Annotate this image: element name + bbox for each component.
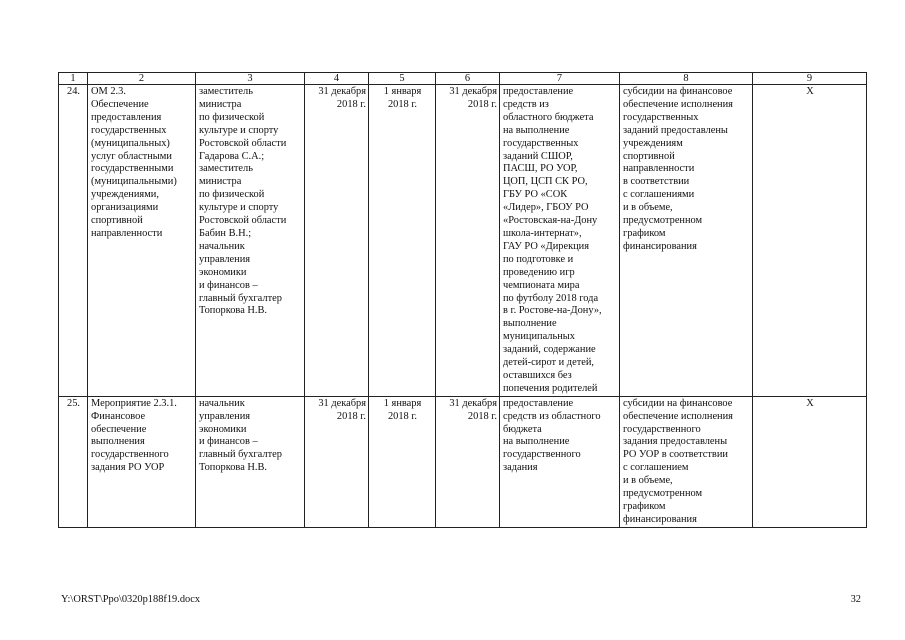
cell-line: экономики — [199, 266, 247, 278]
cell-line: предусмотренном — [623, 215, 703, 227]
footer-file-path: Y:\ORST\Ppo\0320p188f19.docx — [61, 594, 201, 605]
mark-cell: Х — [753, 85, 867, 397]
cell-line: заданий, содержание — [503, 344, 596, 356]
cell-line: финансирования — [623, 240, 697, 252]
result-cell — [500, 85, 620, 397]
cell-line: проведению игр — [503, 266, 575, 278]
cell-line: культуре и спорту — [199, 124, 279, 136]
cell-line: 2018 г. — [467, 410, 497, 422]
cell-line: на выполнение — [503, 436, 570, 448]
cell-line: «Ростовская-на-Дону — [503, 215, 598, 227]
cell-line: по футболу 2018 года — [503, 292, 599, 304]
cell-line: 2018 г. — [387, 98, 418, 110]
cell-line: направленности — [623, 163, 695, 175]
cell-line: 2018 г. — [387, 410, 418, 422]
cell-line: 31 декабря — [318, 397, 366, 409]
cell-line: 2018 г. — [467, 98, 497, 110]
cell-line: государственных — [91, 124, 167, 136]
row-number: 24. — [59, 85, 88, 397]
end-date-cell — [436, 396, 500, 527]
cell-line: субсидии на финансовое — [623, 397, 733, 409]
cell-line: культуре и спорту — [199, 202, 279, 214]
events-table — [58, 72, 867, 528]
cell-line: предоставление — [503, 397, 574, 409]
cell-line: в соответствии — [623, 176, 690, 188]
cell-line: ЦОП, ЦСП СК РО, — [503, 176, 588, 188]
cell-line: РО УОР в соответствии — [623, 449, 728, 461]
cell-line: ПАСШ, РО УОР, — [503, 163, 578, 175]
cell-line: обеспечение исполнения — [623, 98, 733, 110]
cell-line: бюджета — [503, 423, 542, 435]
cell-line: начальник — [199, 240, 245, 252]
cell-line: заместитель — [199, 163, 253, 175]
cell-line: задания — [503, 462, 538, 474]
cell-line: государственного — [91, 449, 169, 461]
cell-line: 31 декабря — [318, 86, 366, 97]
cell-line: Ростовской области — [199, 137, 287, 149]
cell-line: выполнения — [91, 436, 145, 448]
cell-line: Мероприятие 2.3.1. — [91, 397, 177, 409]
cell-line: оставшихся без — [503, 369, 572, 381]
cell-line: обеспечение — [91, 423, 147, 435]
cell-line: предусмотренном — [623, 488, 703, 500]
cell-line: 1 января — [383, 86, 422, 97]
cell-line: задания РО УОР — [91, 462, 165, 474]
cell-line: и в объеме, — [623, 475, 673, 487]
cell-line: субсидии на финансовое — [623, 86, 733, 97]
cell-line: заданий СШОР, — [503, 150, 573, 162]
cell-line: областного бюджета — [503, 111, 594, 123]
document-cell — [620, 396, 753, 527]
start-date-cell — [305, 85, 369, 397]
cell-line: муниципальных — [503, 331, 575, 343]
cell-line: выполнение — [503, 318, 557, 330]
cell-line: задания предоставлены — [623, 436, 728, 448]
cell-line: организациями — [91, 202, 159, 214]
cell-line: Финансовое — [91, 410, 146, 422]
page-number: 32 — [850, 594, 861, 605]
cell-line: заместитель — [199, 86, 253, 97]
cell-line: министра — [199, 98, 242, 110]
table-body — [59, 73, 867, 528]
column-number: 2 — [88, 73, 196, 85]
cell-line: Топоркова Н.В. — [199, 305, 268, 317]
cell-line: финансирования — [623, 513, 697, 525]
column-number: 7 — [500, 73, 620, 85]
cell-line: Обеспечение — [91, 98, 149, 110]
cell-line: детей-сирот и детей, — [503, 357, 595, 369]
column-number: 5 — [369, 73, 436, 85]
responsible-cell — [196, 85, 305, 397]
cell-line: управления — [199, 253, 251, 265]
event-name-cell — [88, 85, 196, 397]
cell-line: (муниципальными) — [91, 176, 177, 188]
cell-line: главный бухгалтер — [199, 449, 282, 461]
cell-line: чемпионата мира — [503, 279, 580, 291]
cell-line: 2018 г. — [336, 410, 366, 422]
row-number: 25. — [59, 396, 88, 527]
column-number: 6 — [436, 73, 500, 85]
cell-line: направленности — [91, 227, 163, 239]
cell-line: государственных — [503, 137, 579, 149]
end-date-cell — [436, 85, 500, 397]
cell-line: управления — [199, 410, 251, 422]
cell-line: 1 января — [383, 397, 422, 409]
cell-line: спортивной — [91, 215, 143, 227]
cell-line: Топоркова Н.В. — [199, 462, 268, 474]
cell-line: 31 декабря — [449, 86, 497, 97]
cell-line: графиком — [623, 501, 666, 512]
cell-line: по подготовке и — [503, 253, 574, 265]
cell-line: средств из — [503, 98, 549, 110]
cell-line: 31 декабря — [449, 397, 497, 409]
cell-line: «Лидер», ГБОУ РО — [503, 202, 589, 214]
event-name-cell — [88, 396, 196, 527]
cell-line: с соглашениями — [623, 189, 695, 201]
cell-line: по физической — [199, 111, 265, 123]
cell-line: графиком — [623, 227, 666, 239]
cell-line: (муниципальных) — [91, 137, 170, 149]
cell-line: с соглашением — [623, 462, 689, 474]
cell-line: Ростовской области — [199, 215, 287, 227]
start-date-cell — [305, 396, 369, 527]
cell-line: государственного — [623, 423, 701, 435]
cell-line: государственных — [623, 111, 699, 123]
cell-line: услуг областными — [91, 150, 172, 162]
cell-line: ГБУ РО «СОК — [503, 189, 568, 201]
cell-line: заданий предоставлены — [623, 124, 728, 136]
cell-line: попечения родителей — [503, 382, 598, 394]
cell-line: обеспечение исполнения — [623, 410, 733, 422]
cell-line: министра — [199, 176, 242, 188]
cell-line: ГАУ РО «Дирекция — [503, 240, 590, 252]
cell-line: государственными — [91, 163, 174, 175]
cell-line: по физической — [199, 189, 265, 201]
column-number: 8 — [620, 73, 753, 85]
mark-cell: Х — [753, 396, 867, 527]
table-row — [59, 396, 867, 527]
cell-line: спортивной — [623, 150, 675, 162]
cell-line: предоставления — [91, 111, 162, 123]
cell-line: государственного — [503, 449, 581, 461]
cell-line: учреждениями, — [91, 189, 159, 201]
cell-line: Бабин В.Н.; — [199, 227, 252, 239]
column-number-row — [59, 73, 867, 85]
cell-line: предоставление — [503, 86, 574, 97]
cell-line: на выполнение — [503, 124, 570, 136]
table-row — [59, 85, 867, 397]
cell-line: начальник — [199, 397, 245, 409]
cell-line: и финансов – — [199, 279, 258, 291]
cell-line: экономики — [199, 423, 247, 435]
date-cell — [369, 85, 436, 397]
column-number: 1 — [59, 73, 88, 85]
cell-line: школа-интернат», — [503, 227, 582, 239]
cell-line: Гадарова С.А.; — [199, 150, 265, 162]
date-cell — [369, 396, 436, 527]
column-number: 3 — [196, 73, 305, 85]
cell-line: учреждениям — [623, 137, 683, 149]
column-number: 4 — [305, 73, 369, 85]
result-cell — [500, 396, 620, 527]
document-cell — [620, 85, 753, 397]
cell-line: в г. Ростове-на-Дону», — [503, 305, 602, 317]
cell-line: главный бухгалтер — [199, 292, 282, 304]
cell-line: ОМ 2.3. — [91, 86, 126, 97]
cell-line: средств из областного — [503, 410, 601, 422]
cell-line: 2018 г. — [336, 98, 366, 110]
cell-line: и финансов – — [199, 436, 258, 448]
cell-line: и в объеме, — [623, 202, 673, 214]
column-number: 9 — [753, 73, 867, 85]
responsible-cell — [196, 396, 305, 527]
